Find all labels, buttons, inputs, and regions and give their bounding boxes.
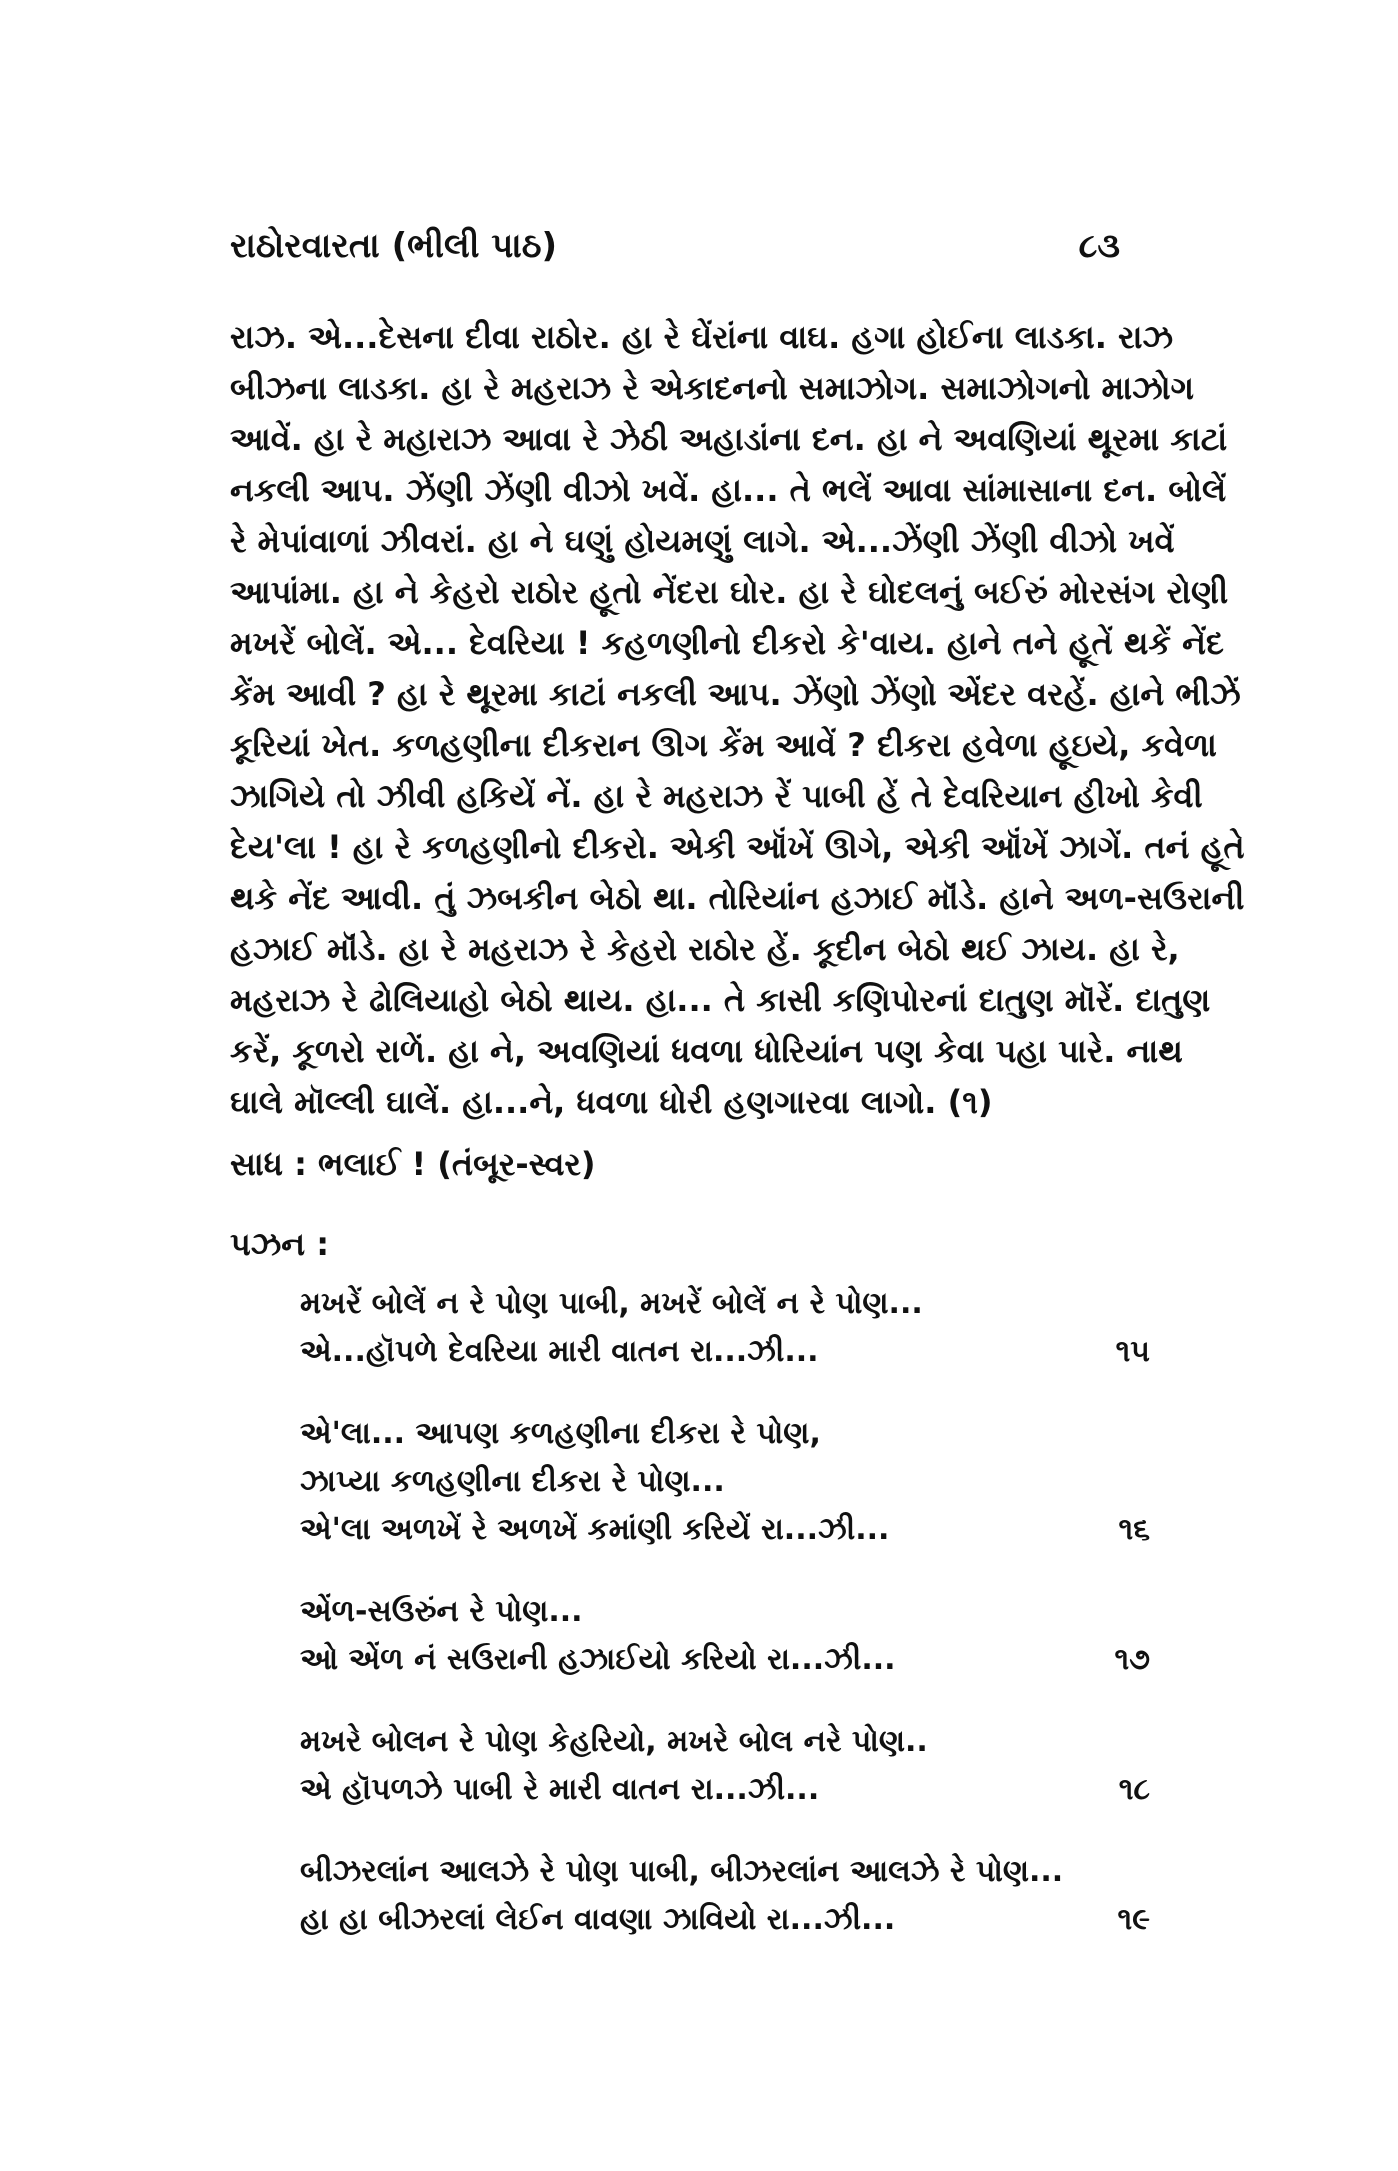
verse-text: બીઝરલાંન આલઝે રે પોણ પાબી, બીઝરલાંન આલઝે રે પોણ... xyxy=(300,1854,1064,1889)
prose-line: આપાંમા. હા ને કેહરો રાઠોર હૂતો નેંદરા ઘોર. હા રે ઘોદલનું બઈરું મોરસંગ રોણી xyxy=(230,573,1229,611)
verse-number: ૧૭ xyxy=(1114,1642,1150,1677)
prose-line: હઝાઈ મૉંડે. હા રે મહરાઝ રે કેહરો રાઠોર હેં. કૂદીન બેઠો થઈ ઝાય. હા રે, xyxy=(230,930,1180,968)
verse-text: એ'લા અળખેં રે અળખેં કમાંણી કરિયેં રા...ઝી... xyxy=(300,1512,890,1547)
prose-line: મખરેં બોલેં. એ... દેવરિયા ! કહળણીનો દીકરો કે'વાય. હાને તને હૂતેં થકેં નેંદ xyxy=(230,624,1224,662)
verse-text: એંળ-સઉરુંન રે પોણ... xyxy=(300,1594,583,1629)
stanza xyxy=(300,1854,1180,1950)
running-header xyxy=(230,226,1120,266)
verse-text: એ હૉપળઝે પાબી રે મારી વાતન રા...ઝી... xyxy=(300,1772,820,1807)
prose-line: રાઝ. એ...દેસના દીવા રાઠોર. હા રે ઘેંરાંના વાઘ. હગા હોઈના લાડકા. રાઝ xyxy=(230,318,1173,356)
verse-text: ઝાપ્યા કળહણીના દીકરા રે પોણ... xyxy=(300,1464,725,1499)
prose-line: બીઝના લાડકા. હા રે મહરાઝ રે એકાદનનો સમાઝોગ. સમાઝોગનો માઝોગ xyxy=(230,369,1195,407)
stanza xyxy=(300,1416,1180,1560)
prose-line: થકે નેંદ આવી. તું ઝબકીન બેઠો થા. તોરિયાંન હઝાઈ મૉંડે. હાને અળ-સઉરાની xyxy=(230,879,1245,917)
verse-number: ૧૮ xyxy=(1118,1772,1150,1807)
verse-text: મખરે બોલન રે પોણ કેહરિયો, મખરે બોલ નરે પોણ.. xyxy=(300,1724,928,1759)
prose-line: રે મેપાંવાળાં ઝીવરાં. હા ને ઘણું હોયમણું લાગે. એ...ઝેંણી ઝેંણી વીઝો ખવેં xyxy=(230,522,1175,560)
prose-line: ઘાલે મૉલ્લી ઘાલેં. હા...ને, ધવળા ધોરી હણગારવા લાગો. (૧) xyxy=(230,1083,993,1121)
page-number: ૮૩ xyxy=(1078,226,1120,266)
prose-line: આવેં. હા રે મહારાઝ આવા રે ઝેઠી અહાડાંના દન. હા ને અવણિયાં થૂરમા કાટાં xyxy=(230,420,1228,458)
prose-line: મહરાઝ રે ઢોલિયાહો બેઠો થાય. હા... તે કાસી કણિપોરનાં દાતુણ મૉરેં. દાતુણ xyxy=(230,981,1211,1019)
verse-number: ૧૯ xyxy=(1117,1902,1150,1937)
verse-line xyxy=(300,1286,1180,1334)
verse-line xyxy=(300,1512,1180,1560)
verse-text: મખરેં બોલેં ન રે પોણ પાબી, મખરેં બોલેં ન રે પોણ... xyxy=(300,1286,923,1321)
verse-text: એ...હૉપળે દેવરિયા મારી વાતન રા...ઝી... xyxy=(300,1334,819,1369)
prose-line: નકલી આપ. ઝેંણી ઝેંણી વીઝો ખવેં. હા... તે ભલેં આવા સાંમાસાના દન. બોલેં xyxy=(230,471,1227,509)
verse-line xyxy=(300,1594,1180,1642)
sadh-label: સાધ : ભલાઈ ! (તંબૂર-સ્વર) xyxy=(230,1145,596,1183)
verse-line xyxy=(300,1854,1180,1902)
prose-line: ઝાગિયે તો ઝીવી હકિયેં નેં. હા રે મહરાઝ રેં પાબી હેં તે દેવરિયાન હીખો કેવી xyxy=(230,777,1203,815)
verse-line xyxy=(300,1772,1180,1820)
verse-line xyxy=(300,1642,1180,1690)
stanza xyxy=(300,1724,1180,1820)
verse-text: ઓ એંળ નં સઉરાની હઝાઈયો કરિયો રા...ઝી... xyxy=(300,1642,896,1677)
verse-text: હા હા બીઝરલાં લેઈન વાવણા ઝાવિયો રા...ઝી... xyxy=(300,1902,896,1937)
prose-line: કૂરિયાં ખેત. કળહણીના દીકરાન ઊગ કેંમ આવેં ? દીકરા હવેળા હૂઇયે, કવેળા xyxy=(230,726,1217,764)
prose-line: કેંમ આવી ? હા રે થૂરમા કાટાં નકલી આપ. ઝેંણો ઝેંણો એંદર વરહેં. હાને ભીઝેં xyxy=(230,675,1241,713)
verse-line xyxy=(300,1724,1180,1772)
running-title: રાઠોરવારતા (ભીલી પાઠ) xyxy=(230,226,558,266)
verse-text: એ'લા... આપણ કળહણીના દીકરા રે પોણ, xyxy=(300,1416,821,1451)
verse-line xyxy=(300,1334,1180,1382)
verse-number: ૧૫ xyxy=(1115,1334,1150,1369)
verse-line xyxy=(300,1416,1180,1464)
prose-paragraph xyxy=(230,312,1245,1128)
verse-line xyxy=(300,1902,1180,1950)
stanza xyxy=(300,1286,1180,1382)
pajan-label: પઝન : xyxy=(230,1225,330,1263)
prose-line: કરેં, કૂળરો રાળેં. હા ને, અવણિયાં ધવળા ધોરિયાંન પણ કેવા પહા પારે. નાથ xyxy=(230,1032,1183,1070)
verse-number: ૧૬ xyxy=(1118,1512,1150,1547)
prose-line: દેય'લા ! હા રે કળહણીનો દીકરો. એકી ઑંખેં ઊગે, એકી ઑંખેં ઝાગેં. તનં હૂતે xyxy=(230,828,1245,866)
stanza xyxy=(300,1594,1180,1690)
verse-section xyxy=(300,1286,1180,1984)
verse-line xyxy=(300,1464,1180,1512)
